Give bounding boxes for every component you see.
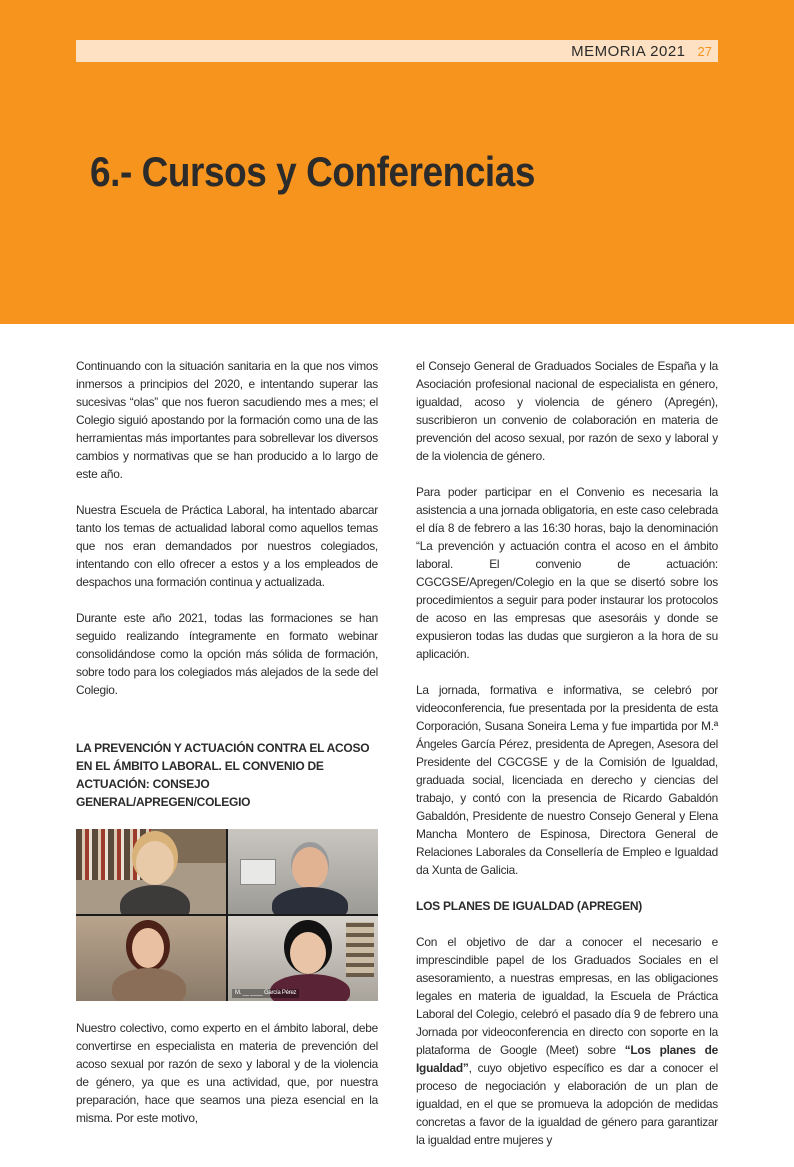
video-tile (228, 829, 378, 914)
printer (240, 859, 276, 885)
paragraph: Continuando con la situación sanitaria en la que nos vimos inmersos a principios del 2020, e intentando superar las sucesivas “olas” que nos fueron sacudiendo mes a mes; el Colegio siguió apostando por la formación como una de las herramientas más importantes para sobrellevar los diversos cambios y normativas que se han producido a lo largo de este año. (76, 359, 378, 481)
section-heading: LOS PLANES DE IGUALDAD (APREGEN) (416, 899, 643, 913)
paragraph: Para poder participar en el Convenio es necesaria la asistencia a una jornada obligatoria, en este caso celebrada el día 8 de febrero a las 16:30 horas, bajo la denominación “La prevención y actuación contra el acoso en el ámbito laboral. El convenio de actuación: CGCGSE/Apregen/Colegio en la que se disertó sobre los procedimientos a seguir para poder instaurar los protocolos de acoso en las empresas que asesoráis y donde se expusieron todas las dudas que surgieron a la hora de su aplicación. (416, 485, 718, 661)
video-tile (228, 916, 378, 1001)
paragraph: La jornada, formativa e informativa, se celebró por videoconferencia, fue presentada por la presidenta de esta Corporación, Susana Soneira Lema y fue impartida por M.ª Ángeles García Pérez, presidenta de Apregen, Asesora del Presidente del CGCGSE y de la Comisión de Igualdad, graduada social, licenciada en derecho y ciencias del trabajo, y contó con la presencia de Ricardo Gabaldón Gabaldón, Presidente de nuestro Consejo General y Elena Mancha Montero de Espinosa, Directora General de Relaciones Laborales da Consellería de Empleo e Igualdad da Xunta de Galicia. (416, 683, 718, 877)
paragraph: Nuestra Escuela de Práctica Laboral, ha intentado abarcar tanto los temas de actualidad laboral como aquellos temas que nos eran demandados por nuestros colegiados, intentando con ello ofrecer a estos y a los empleados de despachos una formación continua y actualizada. (76, 503, 378, 589)
page-number: 27 (697, 43, 712, 59)
running-title: MEMORIA 2021 (571, 42, 686, 60)
running-header (76, 40, 718, 62)
page-title: 6.- Cursos y Conferencias (90, 148, 535, 195)
paragraph: el Consejo General de Graduados Sociales de España y la Asociación profesional nacional de especialista en género, igualdad, acoso y violencia de género (Apregén), suscribieron un convenio de colaboración en materia de prevención del acoso sexual, por razón de sexo y laboral y de la violencia de género. (416, 359, 718, 463)
video-tile (76, 916, 226, 1001)
left-column (76, 357, 378, 1145)
video-tile (76, 829, 226, 914)
paragraph: Nuestro colectivo, como experto en el ámbito laboral, debe convertirse en especialista en materia de prevención del acoso sexual por razón de sexo y laboral y de la violencia de género, ya que es una actividad, que, por nuestra preparación, hace que seamos una pieza esencial en la misma. Por este motivo, (76, 1021, 378, 1125)
right-column (416, 357, 718, 1167)
videoconference-photo (76, 829, 378, 1001)
section-heading: LA PREVENCIÓN Y ACTUACIÓN CONTRA EL ACOSO EN EL ÁMBITO LABORAL. EL CONVENIO DE ACTUACIÓN: CONSEJO GENERAL/APREGEN/COLEGIO (76, 741, 370, 809)
paragraph: Con el objetivo de dar a conocer el necesario e imprescindible papel de los Graduados Sociales en el asesoramiento, a nuestras empresas, en las obligaciones legales en materia de igualdad, la Escuela de Práctica Laboral del Colegio, celebró el pasado día 9 de febrero una Jornada por videoconferencia en directo con soporte en la plataforma de Google (Meet) sobre “Los planes de Igualdad”, cuyo objetivo específico es dar a conocer el proceso de negociación y elaboración de un plan de igualdad, en el que se promueva la adopción de medidas concretas a favor de la igualdad de género para garantizar la igualdad entre mujeres y (416, 935, 718, 1147)
bold-title: “Los planes de Igualdad” (416, 1043, 718, 1075)
paragraph: Durante este año 2021, todas las formaciones se han seguido realizando íntegramente en formato webinar consolidándose como la opción más sólida de formación, sobre todo para los colegiados más alejados de la sede del Colegio. (76, 611, 378, 697)
participant-name-tag: M. __ ____ García Pérez (232, 989, 299, 998)
